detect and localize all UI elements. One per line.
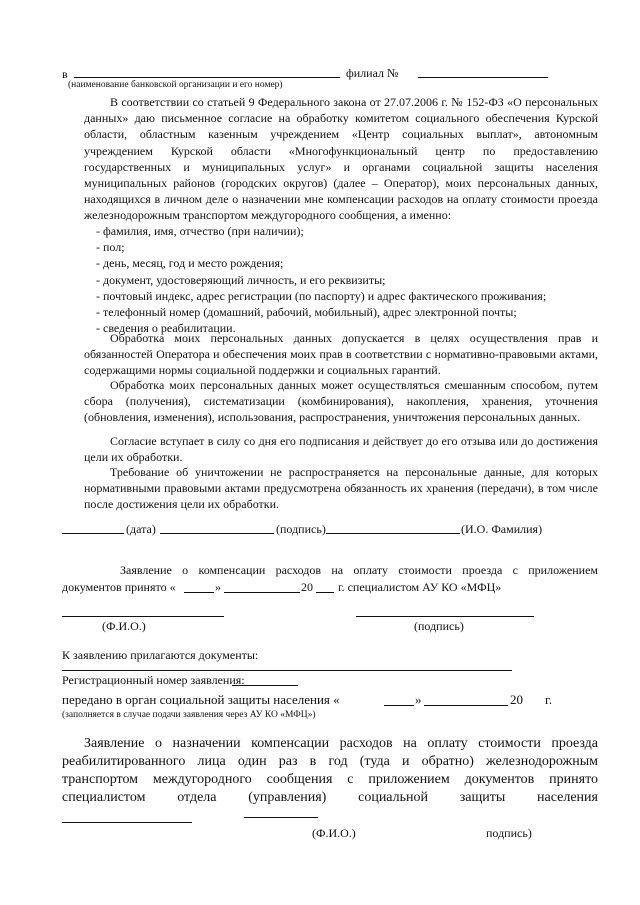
- final-extra-field[interactable]: [244, 817, 318, 818]
- paragraph-destruction: Требование об уничтожении не распространяется на персональные данные, для которых нормативными правовыми актами предусмотрена обязанность их хранения (передачи), в том числе после достижения цели их обработки.: [84, 465, 598, 512]
- mfc-fio-field[interactable]: [62, 616, 224, 617]
- transfer-note: (заполняется в случае подачи заявления через АУ КО «МФЦ»): [62, 710, 316, 720]
- name-field[interactable]: [326, 533, 460, 534]
- final-word: защиты: [459, 790, 506, 805]
- final-word: отдела: [177, 790, 217, 805]
- attachments-label: К заявлению прилагаются документы:: [62, 648, 259, 662]
- list-item: - телефонный номер (домашний, рабочий, мобильный), адрес электронной почты;: [96, 304, 517, 319]
- bank-name-field[interactable]: [74, 77, 340, 78]
- signature-caption: (подпись): [276, 522, 326, 536]
- mfc-text-line2-d: г. специалистом АУ КО «МФЦ»: [338, 580, 502, 594]
- signature-field[interactable]: [160, 533, 274, 534]
- list-item: - фамилия, имя, отчество (при наличии);: [96, 224, 304, 238]
- final-line1: Заявление о назначении компенсации расходов на оплату стоимости проезда: [84, 736, 598, 751]
- date-field[interactable]: [62, 533, 124, 534]
- paragraph-method: Обработка моих персональных данных может осуществляться смешанным способом, путем сбора (получения), систематизации (комбинирования), накопления, хранения, уточнения (обновления, изменения), использования, распространения, уничтожения персональных данных.: [84, 378, 598, 425]
- list-item: - документ, удостоверяющий личность, и его реквизиты;: [96, 272, 386, 287]
- transfer-text-a: передано в орган социальной защиты населения «: [62, 692, 340, 707]
- personal-data-list: [96, 224, 546, 335]
- mfc-text-line2-b: »: [215, 580, 221, 594]
- mfc-fio-caption: (Ф.И.О.): [102, 619, 146, 633]
- mfc-year-field[interactable]: [316, 592, 334, 593]
- bank-caption: (наименование банковской организации и его номер): [68, 80, 283, 90]
- mfc-day-field[interactable]: [184, 592, 214, 593]
- transfer-day-field[interactable]: [384, 705, 414, 706]
- mfc-text-line2-c: 20: [301, 580, 313, 594]
- reg-number-label: Регистрационный номер заявления:: [62, 673, 245, 687]
- transfer-text-b: »: [415, 692, 422, 707]
- transfer-month-field[interactable]: [424, 705, 508, 706]
- v-label: в: [62, 67, 68, 81]
- filial-label: филиал №: [346, 66, 399, 80]
- mfc-signature-caption: (подпись): [414, 619, 464, 633]
- filial-number-field[interactable]: [418, 77, 548, 78]
- paragraph-purpose: Обработка моих персональных данных допускается в целях осуществления прав и обязанностей Оператора и обеспечения моих прав в соответствии с нормативно-правовыми актами, содержащими нормы социальной поддержки и социальных гарантий.: [84, 331, 598, 378]
- transfer-text-d: г.: [545, 692, 553, 707]
- final-fio-field[interactable]: [62, 822, 192, 823]
- mfc-month-field[interactable]: [224, 592, 300, 593]
- final-word: социальной: [358, 790, 428, 805]
- mfc-text-line1: Заявление о компенсации расходов на оплату стоимости проезда с приложением: [120, 563, 598, 577]
- final-word: населения: [537, 790, 598, 805]
- list-item: - день, месяц, год и место рождения;: [96, 256, 284, 271]
- final-line4: [62, 789, 598, 807]
- final-line2: реабилитированного лица один раз в год (туда и обратно) железнодорожным: [62, 754, 598, 769]
- final-fio-caption: (Ф.И.О.): [312, 826, 356, 840]
- final-signature-caption: подпись): [486, 826, 532, 840]
- final-word: (управления): [248, 790, 327, 805]
- mfc-text-line2-a: документов принято «: [62, 580, 176, 594]
- final-line3: транспортом междугородного сообщения с приложением документов принято: [62, 772, 598, 787]
- final-word: специалистом: [62, 790, 146, 805]
- paragraph-validity: Согласие вступает в силу со дня его подписания и действует до его отзыва или до достижения цели их обработки.: [84, 434, 598, 465]
- mfc-signature-field[interactable]: [356, 616, 534, 617]
- list-item: - пол;: [96, 240, 125, 255]
- transfer-text-c: 20: [510, 692, 523, 707]
- reg-number-field[interactable]: [232, 685, 298, 686]
- list-item: - сведения о реабилитации.: [96, 321, 236, 336]
- name-caption: (И.О. Фамилия): [461, 522, 543, 536]
- attachments-field[interactable]: [62, 670, 512, 671]
- date-caption: (дата): [126, 522, 156, 536]
- list-item: - почтовый индекс, адрес регистрации (по паспорту) и адрес фактического проживания;: [96, 288, 547, 303]
- consent-intro: В соответствии со статьей 9 Федерального закона от 27.07.2006 г. № 152-ФЗ «О персональных данных» даю письменное согласие на обработку комитетом социального обеспечения Курской области, областным казенным учреждением «Центр социальных выплат», автономным учреждением Курской области «Многофункциональный центр по предоставлению государственных и муниципальных услуг» и органами социальной защиты населения муниципальных районов (городских округов) (далее – Оператор), моих персональных данных, находящихся в личном деле о назначении мне компенсации расходов на оплату стоимости проезда железнодорожным транспортом междугородного сообщения, а именно:: [84, 95, 598, 223]
